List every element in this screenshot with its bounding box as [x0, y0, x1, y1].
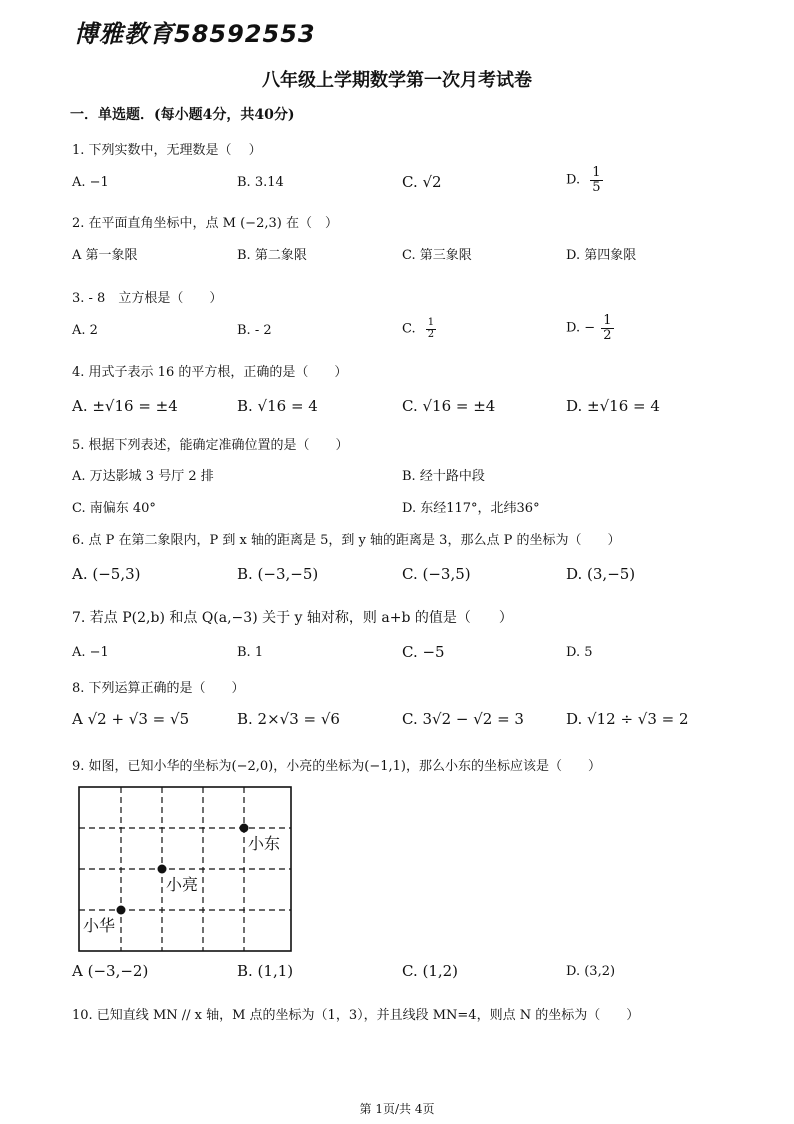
q9-option-b: B. (1,1) [237, 962, 294, 980]
q1-option-c: C. √2 [402, 173, 442, 191]
xiaoliang-label: 小亮 [166, 875, 199, 894]
q3-d-numerator: 1 [603, 313, 612, 328]
q9-option-c: C. (1,2) [402, 962, 459, 980]
q9-option-a: A (−3,−2) [72, 962, 149, 980]
q8-option-c: C. 3√2 − √2 = 3 [402, 710, 524, 728]
xiaohua-label: 小华 [83, 916, 116, 935]
question-3-stem: 3. - 8 立方根是（ ） [72, 291, 223, 306]
question-6-stem: 6. 点 P 在第二象限内，P 到 x 轴的距离是 5，到 y 轴的距离是 3，那么点 P 的坐标为（ ） [72, 533, 621, 548]
xiaoliang-point [158, 865, 167, 874]
question-5-stem: 5. 根据下列表述，能确定准确位置的是（ ） [72, 438, 349, 453]
q6-option-b: B. (−3,−5) [237, 565, 319, 583]
q9-option-d: D. (3,2) [566, 964, 616, 979]
question-9-stem: 9. 如图，已知小华的坐标为(−2,0)，小亮的坐标为(−1,1)，那么小东的坐标应该是（ ） [72, 759, 601, 774]
q2-option-b: B. 第二象限 [237, 248, 307, 263]
q1-option-b: B. 3.14 [237, 175, 284, 190]
q1-option-d [566, 166, 603, 194]
q4-option-c: C. √16 = ±4 [402, 397, 496, 415]
q3-option-d [566, 314, 614, 342]
q4-option-d: D. ±√16 = 4 [566, 397, 660, 415]
q3-d-denominator: 2 [603, 327, 612, 343]
q6-option-c: C. (−3,5) [402, 565, 471, 583]
xiaohua-point [117, 906, 126, 915]
q5-option-c: C. 南偏东 40° [72, 501, 156, 516]
q3-option-c [402, 318, 436, 340]
q6-option-a: A. (−5,3) [72, 565, 141, 583]
coordinate-grid-figure [78, 786, 292, 952]
q3-option-a: A. 2 [72, 323, 98, 338]
q8-option-d: D. √12 ÷ √3 = 2 [566, 710, 689, 728]
xiaodong-label: 小东 [248, 834, 281, 853]
q7-option-b: B. 1 [237, 645, 264, 660]
q3-c-numerator: 1 [427, 317, 435, 328]
q2-option-d: D. 第四象限 [566, 248, 637, 263]
question-2-stem: 2. 在平面直角坐标中，点 M (−2,3) 在（ ） [72, 216, 338, 231]
q1-d-denominator: 5 [592, 179, 601, 195]
xiaodong-point [240, 824, 249, 833]
q7-option-d: D. 5 [566, 645, 593, 660]
question-4-stem: 4. 用式子表示 16 的平方根，正确的是（ ） [72, 365, 348, 380]
q1-option-d-label: D. [566, 172, 581, 188]
q2-option-a: A 第一象限 [72, 248, 138, 263]
section-heading: 一．单选题．(每小题4分，共40分) [70, 107, 295, 123]
question-10-stem: 10. 已知直线 MN // x 轴，M 点的坐标为（1，3），并且线段 MN=4，则点 N 的坐标为（ ） [72, 1008, 640, 1023]
q3-option-c-label: C. [402, 321, 416, 337]
page-title: 八年级上学期数学第一次月考试卷 [262, 70, 532, 91]
q8-option-a: A √2 + √3 = √5 [72, 710, 190, 728]
q7-option-a: A. −1 [72, 645, 109, 660]
brand-watermark: 博雅教育58592553 [74, 20, 316, 48]
q3-option-b: B. - 2 [237, 323, 272, 338]
q1-option-a: A. −1 [72, 175, 109, 190]
q5-option-b: B. 经十路中段 [402, 469, 485, 484]
q4-option-a: A. ±√16 = ±4 [72, 397, 178, 415]
question-8-stem: 8. 下列运算正确的是（ ） [72, 681, 245, 696]
q7-option-c: C. −5 [402, 643, 445, 661]
q2-option-c: C. 第三象限 [402, 248, 472, 263]
q3-option-d-label: D. − [566, 320, 596, 336]
q5-option-d: D. 东经117°，北纬36° [402, 501, 540, 516]
q3-c-denominator: 2 [427, 328, 435, 340]
q4-option-b: B. √16 = 4 [237, 397, 318, 415]
question-1-stem: 1. 下列实数中，无理数是（ ） [72, 143, 262, 158]
q8-option-b: B. 2×√3 = √6 [237, 710, 340, 728]
q6-option-d: D. (3,−5) [566, 565, 636, 583]
question-7-stem: 7. 若点 P(2,b) 和点 Q(a,−3) 关于 y 轴对称，则 a+b 的值是（ ） [72, 610, 513, 626]
q1-d-numerator: 1 [592, 165, 601, 180]
page-footer: 第 1页/共 4页 [359, 1102, 435, 1116]
q5-option-a: A. 万达影城 3 号厅 2 排 [72, 469, 214, 484]
